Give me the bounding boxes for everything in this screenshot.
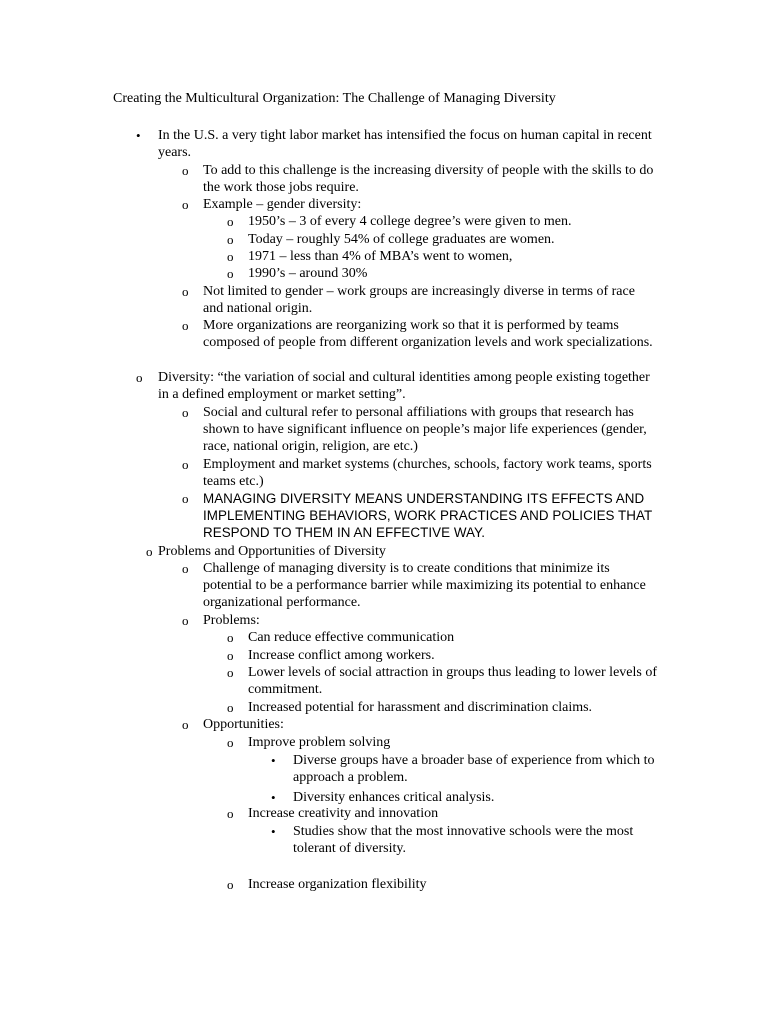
circle-marker: o [182,284,189,299]
list-item [271,752,658,786]
list-item [227,699,658,716]
list-item-text: In the U.S. a very tight labor market has intensified the focus on human capital in recent years. [158,128,652,161]
circle-marker: o [227,877,234,892]
list-item [146,543,658,560]
list-item [227,248,658,265]
circle-marker: o [227,648,234,663]
list-item [227,213,658,230]
list-item-text: Diversity: “the variation of social and cultural identities among people existing together in a defined employment or market setting”. [158,370,650,403]
circle-marker: o [146,544,153,559]
list-item [182,283,658,317]
list-item-text: MANAGING DIVERSITY MEANS UNDERSTANDING ITS EFFECTS AND IMPLEMENTING BEHAVIORS, WORK PRACTICES AND POLICIES THAT RESPOND TO THEM IN AN EFFECTIVE WAY. [203,491,652,541]
list-item-text: Opportunities: [203,717,284,732]
list-item [182,162,658,196]
bullet-marker: • [136,128,141,143]
circle-marker: o [182,491,189,506]
list-item [182,560,658,612]
list-item [227,629,658,646]
list-item-text: Problems and Opportunities of Diversity [158,544,386,559]
list-item [227,647,658,664]
list-item-text: Today – roughly 54% of college graduates are women. [248,232,555,247]
list-item-text: More organizations are reorganizing work so that it is performed by teams composed of people from different organization levels and work specializations. [203,318,653,351]
list-item-text: Employment and market systems (churches, schools, factory work teams, sports teams etc.) [203,457,652,490]
circle-marker: o [182,717,189,732]
list-item-text: Can reduce effective communication [248,630,455,645]
list-item-text: 1990’s – around 30% [248,266,368,281]
list-item [136,127,658,161]
circle-marker: o [227,630,234,645]
list-item-text: Problems: [203,613,260,628]
circle-marker: o [182,457,189,472]
list-item-text: Improve problem solving [248,735,391,750]
list-item-text: Studies show that the most innovative schools were the most tolerant of diversity. [293,824,634,857]
list-item [182,404,658,456]
list-item [227,876,658,893]
list-item-text: Lower levels of social attraction in groups thus leading to lower levels of commitment. [248,665,658,698]
list-item-text: Increase creativity and innovation [248,806,439,821]
list-item [227,734,658,751]
list-item [271,823,658,857]
circle-marker: o [227,232,234,247]
list-item [136,369,658,403]
document-title: Creating the Multicultural Organization: The Challenge of Managing Diversity [113,91,556,106]
list-item-text: Diverse groups have a broader base of experience from which to approach a problem. [293,753,655,786]
list-item-text: 1950’s – 3 of every 4 college degree’s were given to men. [248,214,572,229]
list-item-text: Not limited to gender – work groups are increasingly diverse in terms of race and national origin. [203,284,635,317]
list-item-text: Increase organization flexibility [248,877,427,892]
circle-marker: o [182,561,189,576]
list-item [271,789,658,806]
circle-marker: o [182,613,189,628]
circle-marker: o [227,735,234,750]
list-item-text: Challenge of managing diversity is to create conditions that minimize its potential to be a performance barrier while maximizing its potential to enhance organizational performance. [203,561,646,611]
list-item-text: Social and cultural refer to personal affiliations with groups that research has shown to have significant influence on people’s major life experiences (gender, race, national origin, religion, are etc.) [203,405,647,455]
list-item [182,612,658,629]
bullet-marker: • [271,753,276,768]
circle-marker: o [227,700,234,715]
list-item-text: Example – gender diversity: [203,197,362,212]
list-item [182,456,658,490]
list-item-text: To add to this challenge is the increasing diversity of people with the skills to do the work those jobs require. [203,163,654,196]
circle-marker: o [136,370,143,385]
list-item [182,196,658,213]
list-item [227,231,658,248]
list-item [182,490,658,542]
list-item [227,805,658,822]
circle-marker: o [227,665,234,680]
circle-marker: o [227,214,234,229]
list-item-text: 1971 – less than 4% of MBA’s went to women, [248,249,513,264]
list-item-text: Increase conflict among workers. [248,648,435,663]
list-item-text: Increased potential for harassment and discrimination claims. [248,700,593,715]
list-item [227,664,658,698]
list-item [182,317,658,351]
circle-marker: o [227,249,234,264]
circle-marker: o [227,266,234,281]
circle-marker: o [182,405,189,420]
bullet-marker: • [271,824,276,839]
list-item-text: Diversity enhances critical analysis. [293,790,495,805]
list-item [182,716,658,733]
bullet-marker: • [271,790,276,805]
circle-marker: o [182,163,189,178]
circle-marker: o [182,197,189,212]
list-item [227,265,658,282]
circle-marker: o [182,318,189,333]
circle-marker: o [227,806,234,821]
